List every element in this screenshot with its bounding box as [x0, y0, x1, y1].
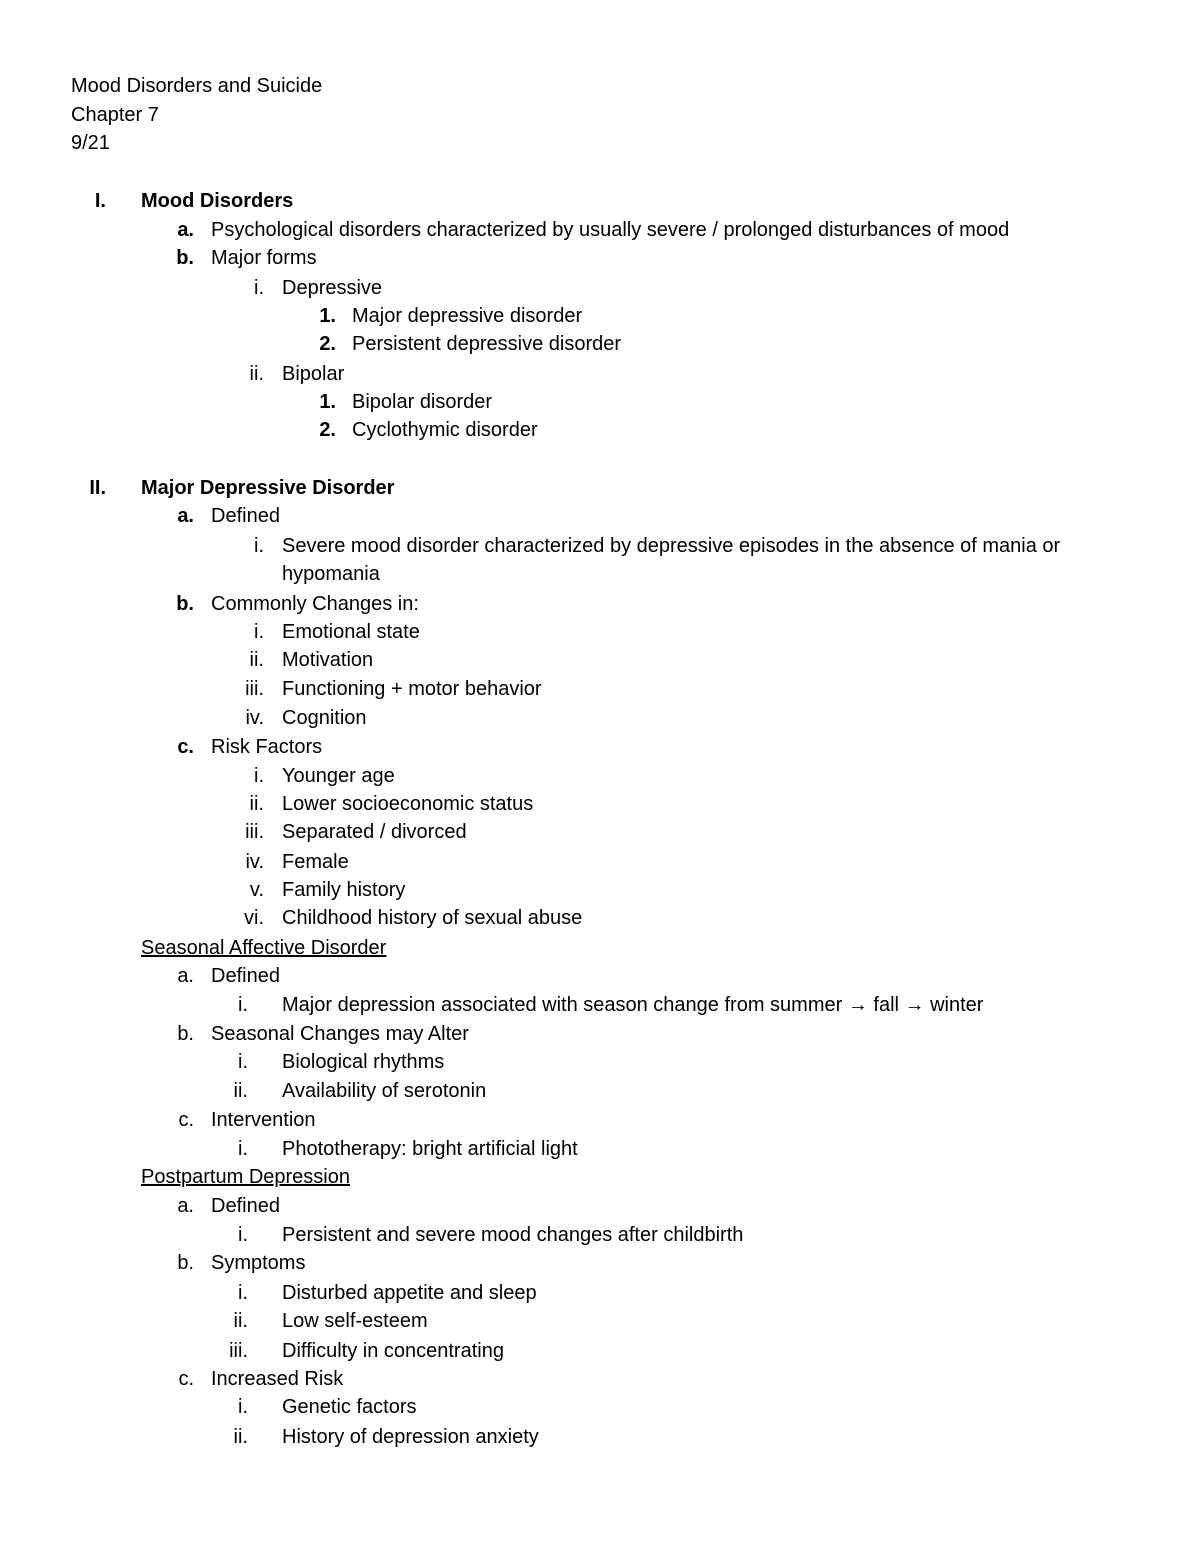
list-item: History of depression anxiety	[282, 1426, 539, 1448]
list-item: Psychological disorders characterized by usually severe / prolonged disturbances of mood	[211, 219, 1010, 241]
list-item: Bipolar	[282, 363, 345, 385]
list-item: Functioning + motor behavior	[282, 678, 542, 700]
list-marker: a.	[177, 219, 194, 241]
list-item: Genetic factors	[282, 1396, 417, 1418]
list-marker: 2.	[319, 333, 336, 355]
list-item-continuation: hypomania	[282, 563, 380, 585]
list-marker: a.	[177, 965, 194, 987]
list-marker: i.	[238, 1138, 248, 1160]
list-marker: a.	[177, 1195, 194, 1217]
list-item: Lower socioeconomic status	[282, 793, 534, 815]
list-item: Low self-esteem	[282, 1310, 428, 1332]
list-marker: c.	[177, 736, 194, 758]
list-marker: ii.	[249, 793, 264, 815]
section-marker: I.	[94, 190, 106, 212]
list-item: Disturbed appetite and sleep	[282, 1282, 537, 1304]
list-item: Younger age	[282, 765, 395, 787]
list-item: Emotional state	[282, 621, 420, 643]
list-item: Commonly Changes in:	[211, 593, 419, 615]
list-item: Persistent depressive disorder	[352, 333, 622, 355]
list-marker: i.	[254, 277, 264, 299]
list-marker: i.	[254, 621, 264, 643]
list-item: Severe mood disorder characterized by depressive episodes in the absence of mania or	[282, 535, 1061, 557]
list-marker: ii.	[233, 1310, 248, 1332]
list-item: Intervention	[211, 1109, 316, 1131]
section-heading: Mood Disorders	[141, 190, 294, 212]
list-item: Childhood history of sexual abuse	[282, 907, 583, 929]
list-marker: i.	[238, 1282, 248, 1304]
list-item: Motivation	[282, 649, 374, 671]
list-marker: v.	[249, 879, 264, 901]
list-marker: ii.	[249, 649, 264, 671]
list-marker: iii.	[245, 678, 264, 700]
list-marker: ii.	[249, 363, 264, 385]
list-item: Separated / divorced	[282, 821, 467, 843]
list-marker: a.	[177, 505, 194, 527]
list-marker: c.	[178, 1109, 194, 1131]
list-item: Symptoms	[211, 1252, 306, 1274]
list-marker: iii.	[229, 1340, 248, 1362]
list-marker: 1.	[319, 391, 336, 413]
document-title: Mood Disorders and Suicide	[71, 75, 323, 97]
list-item: Defined	[211, 1195, 280, 1217]
document-date: 9/21	[71, 132, 110, 154]
list-marker: b.	[177, 1023, 194, 1045]
list-item: Major forms	[211, 247, 317, 269]
list-item: Defined	[211, 505, 280, 527]
list-item	[282, 993, 983, 1017]
list-item-text: winter	[930, 994, 984, 1016]
list-item: Bipolar disorder	[352, 391, 493, 413]
list-marker: b.	[176, 593, 194, 615]
list-item: Major depressive disorder	[352, 305, 583, 327]
subheading-postpartum-depression: Postpartum Depression	[141, 1166, 350, 1188]
list-item: Cyclothymic disorder	[352, 419, 538, 441]
list-item: Defined	[211, 965, 280, 987]
list-item: Female	[282, 851, 349, 873]
list-item: Difficulty in concentrating	[282, 1340, 504, 1362]
list-marker: b.	[177, 1252, 194, 1274]
list-marker: 1.	[319, 305, 336, 327]
list-marker: i.	[238, 994, 248, 1016]
list-marker: i.	[254, 765, 264, 787]
list-marker: i.	[254, 535, 264, 557]
list-marker: 2.	[319, 419, 336, 441]
list-marker: i.	[238, 1396, 248, 1418]
list-item: Risk Factors	[211, 736, 323, 758]
section-marker: II.	[89, 477, 106, 499]
list-item-text: fall	[873, 994, 899, 1016]
arrow-right-icon: →	[904, 994, 925, 1016]
list-marker: i.	[238, 1051, 248, 1073]
arrow-right-icon: →	[847, 994, 868, 1016]
list-item: Cognition	[282, 707, 367, 729]
list-item: Increased Risk	[211, 1368, 344, 1390]
section-heading: Major Depressive Disorder	[141, 477, 395, 499]
list-marker: i.	[238, 1224, 248, 1246]
list-marker: ii.	[233, 1426, 248, 1448]
list-marker: b.	[176, 247, 194, 269]
list-marker: iii.	[245, 821, 264, 843]
subheading-seasonal-affective-disorder: Seasonal Affective Disorder	[141, 937, 387, 959]
list-item: Persistent and severe mood changes after childbirth	[282, 1224, 744, 1246]
list-marker: iv.	[245, 851, 264, 873]
list-item: Depressive	[282, 277, 383, 299]
list-item-text: Major depression associated with season change from summer	[282, 994, 843, 1016]
list-item: Seasonal Changes may Alter	[211, 1023, 469, 1045]
list-marker: c.	[178, 1368, 194, 1390]
list-item: Availability of serotonin	[282, 1080, 487, 1102]
list-item: Family history	[282, 879, 406, 901]
list-marker: iv.	[245, 707, 264, 729]
document-chapter: Chapter 7	[71, 104, 159, 126]
list-item: Phototherapy: bright artificial light	[282, 1138, 578, 1160]
list-marker: vi.	[244, 907, 264, 929]
list-marker: ii.	[233, 1080, 248, 1102]
list-item: Biological rhythms	[282, 1051, 445, 1073]
